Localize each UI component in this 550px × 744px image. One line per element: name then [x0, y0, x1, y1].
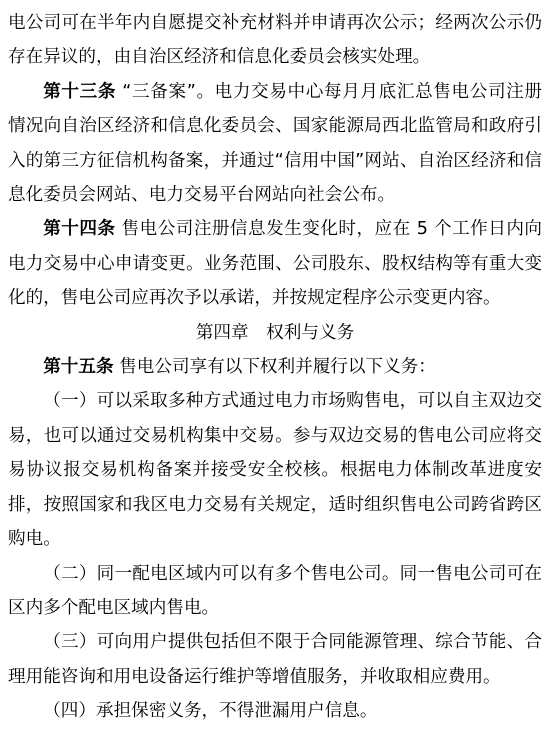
article-13-body: “三备案”。电力交易中心每月月底汇总售电公司注册情况向自治区经济和信息化委员会、国家能源局西北监管局和政府引入的第三方征信机构备案，并通过“信用中国”网站、自治区经济和信息化委员会网站、电力交易平台网站向社会公布。 [8, 81, 542, 206]
article-15-title: 第十五条 [43, 357, 114, 378]
item-3: （三）可向用户提供包括但不限于合同能源管理、综合节能、合理用能咨询和用电设备运行维护等增值服务，并收取相应费用。 [8, 632, 542, 687]
article-13 [8, 75, 542, 213]
item-1: （一）可以采取多种方式通过电力市场购售电，可以自主双边交易，也可以通过交易机构集中交易。参与双边交易的售电公司应将交易协议报交易机构备案并接受安全校核。根据电力体制改革进度安排，按照国家和我区电力交易有关规定，适时组织售电公司跨省跨区购电。 [8, 391, 542, 550]
continued-paragraph: 电公司可在半年内自愿提交补充材料并申请再次公示；经两次公示仍存在异议的，由自治区经济和信息化委员会核实处理。 [8, 13, 542, 68]
article-14-title: 第十四条 [43, 219, 116, 240]
item-4: （四）承担保密义务，不得泄漏用户信息。 [43, 701, 378, 722]
article-15-body: 售电公司享有以下权利并履行以下义务： [113, 357, 436, 378]
item-2: （二）同一配电区域内可以有多个售电公司。同一售电公司可在区内多个配电区域内售电。 [8, 563, 542, 618]
article-14-body: 售电公司注册信息发生变化时，应在 5 个工作日内向电力交易中心申请变更。业务范围、公司股东、股权结构等有重大变化的，售电公司应再次予以承诺，并按规定程序公示变更内容。 [8, 219, 542, 309]
article-14 [8, 212, 542, 315]
article-15 [8, 350, 542, 384]
chapter-heading: 第四章 权利与义务 [195, 322, 355, 343]
article-13-title: 第十三条 [43, 81, 117, 102]
